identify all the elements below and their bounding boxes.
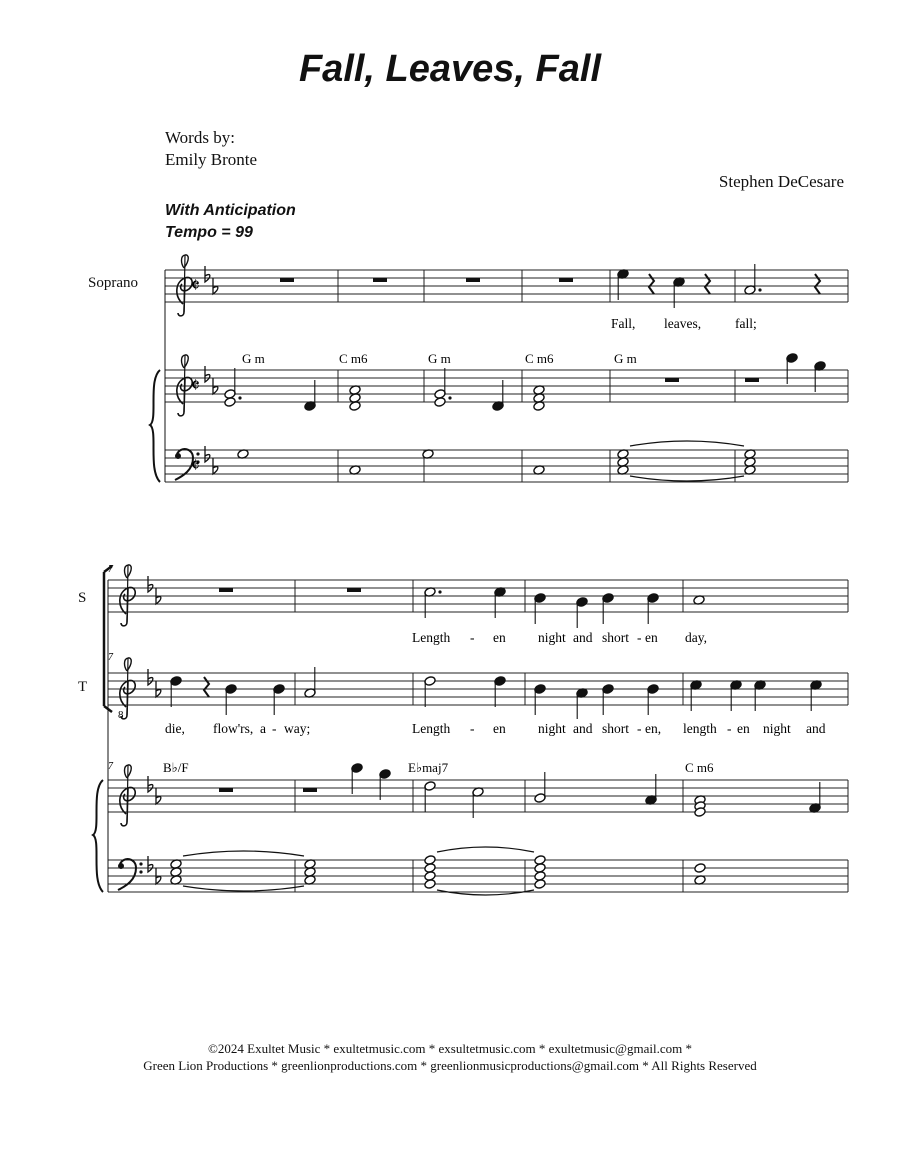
lyric-syllable: short	[602, 630, 629, 645]
lyric-syllable: -	[727, 721, 732, 736]
time-signature: 𝄵	[191, 273, 200, 297]
tie	[630, 441, 744, 446]
whole-rest	[665, 378, 679, 382]
lyric-syllable: Fall,	[611, 316, 636, 331]
flat-sign	[148, 669, 153, 685]
lyric-syllable: night	[538, 721, 566, 736]
quarter-rest	[815, 274, 820, 294]
dot	[448, 396, 451, 399]
flat-sign	[205, 366, 210, 382]
poet-name: Emily Bronte	[165, 150, 258, 169]
flat-sign	[148, 576, 153, 592]
whole-rest	[219, 788, 233, 792]
footer-line: Green Lion Productions * greenlionproductions.com * greenlionmusicproductions@gmail.com * All Rights Reserved	[143, 1058, 757, 1073]
time-signature: 𝄵	[191, 373, 200, 397]
notehead	[534, 879, 546, 890]
whole-rest	[347, 588, 361, 592]
measure-number: 7	[108, 761, 113, 772]
tie	[630, 476, 744, 481]
quarter-rest	[204, 677, 209, 697]
brace	[93, 780, 103, 892]
chord-symbol: G m	[614, 351, 637, 366]
soprano-label: Soprano	[88, 275, 138, 291]
notehead	[434, 397, 446, 408]
soprano-short-label: S	[78, 590, 87, 606]
staff-lines	[108, 270, 848, 892]
notehead	[424, 879, 436, 890]
whole-rest	[219, 588, 233, 592]
chord-symbol: G m	[428, 351, 451, 366]
quarter-rest	[705, 274, 710, 294]
page-title: Fall, Leaves, Fall	[298, 48, 602, 90]
lyric-syllable: -	[637, 721, 642, 736]
lyric-syllable: en,	[645, 721, 662, 736]
tie	[437, 847, 534, 852]
lyric-syllable: length	[683, 721, 717, 736]
lyric-syllable: and	[573, 721, 593, 736]
lyric-syllable: night	[538, 630, 566, 645]
lyric-syllable: day,	[685, 630, 707, 645]
lyric-syllable: and	[806, 721, 826, 736]
dot	[758, 288, 761, 291]
footer-line: ©2024 Exultet Music * exultetmusic.com * exsultetmusic.com * exultetmusic@gmail.com *	[208, 1041, 692, 1056]
lyric-syllable: a	[260, 721, 266, 736]
lyric-syllable: short	[602, 721, 629, 736]
chord-symbol: E♭maj7	[408, 760, 449, 775]
tie	[183, 851, 304, 856]
treble-clef	[120, 565, 135, 626]
time-signature: 𝄵	[191, 453, 200, 477]
lyric-syllable: Length	[412, 630, 451, 645]
flat-sign	[148, 856, 153, 872]
octave-mark: 8	[118, 709, 124, 721]
chord-symbol: C m6	[339, 351, 368, 366]
chord-symbol: C m6	[525, 351, 554, 366]
lyric-syllable: -	[470, 721, 475, 736]
lyric-syllable: leaves,	[664, 316, 702, 331]
whole-rest	[373, 278, 387, 282]
measure-number: 7	[108, 652, 113, 663]
lyric-syllable: way;	[284, 721, 311, 736]
tempo-value: Tempo = 99	[165, 224, 253, 241]
lyric-syllable: -	[470, 630, 475, 645]
whole-rest	[745, 378, 759, 382]
treble-clef	[177, 255, 192, 316]
lyric-syllable: en	[493, 630, 506, 645]
tenor-short-label: T	[78, 679, 88, 695]
flat-sign	[205, 446, 210, 462]
measure-number: 7	[108, 564, 113, 575]
notation-marks	[93, 255, 826, 895]
tie	[183, 886, 304, 891]
whole-rest	[466, 278, 480, 282]
composer-credit: Stephen DeCesare	[718, 172, 844, 191]
dot	[238, 396, 241, 399]
flat-sign	[148, 776, 153, 792]
whole-rest	[303, 788, 317, 792]
lyric-syllable: fall;	[735, 316, 757, 331]
lyric-syllable: night	[763, 721, 791, 736]
chord-symbol: G m	[242, 351, 265, 366]
notehead	[694, 863, 706, 874]
quarter-rest	[649, 274, 654, 294]
flat-sign	[205, 266, 210, 282]
lyric-syllable: en	[645, 630, 658, 645]
lyric-syllable: -	[637, 630, 642, 645]
chord-symbol: C m6	[685, 760, 714, 775]
brace	[150, 370, 160, 482]
treble-clef	[120, 765, 135, 826]
chord-symbol: B♭/F	[163, 760, 189, 775]
dot	[438, 590, 441, 593]
treble-clef	[177, 355, 192, 416]
bass-clef	[118, 859, 143, 890]
lyric-syllable: en	[493, 721, 506, 736]
whole-rest	[559, 278, 573, 282]
lyric-syllable: Length	[412, 721, 451, 736]
lyric-syllable: flow'rs,	[213, 721, 254, 736]
lyric-syllable: die,	[165, 721, 185, 736]
words-by-label: Words by:	[165, 128, 235, 147]
whole-rest	[280, 278, 294, 282]
lyric-syllable: and	[573, 630, 593, 645]
copyright-footer	[0, 1040, 900, 1074]
tempo-marking: With Anticipation	[165, 202, 296, 219]
lyric-syllable: -	[272, 721, 277, 736]
lyric-syllable: en	[737, 721, 750, 736]
notehead	[224, 397, 236, 408]
